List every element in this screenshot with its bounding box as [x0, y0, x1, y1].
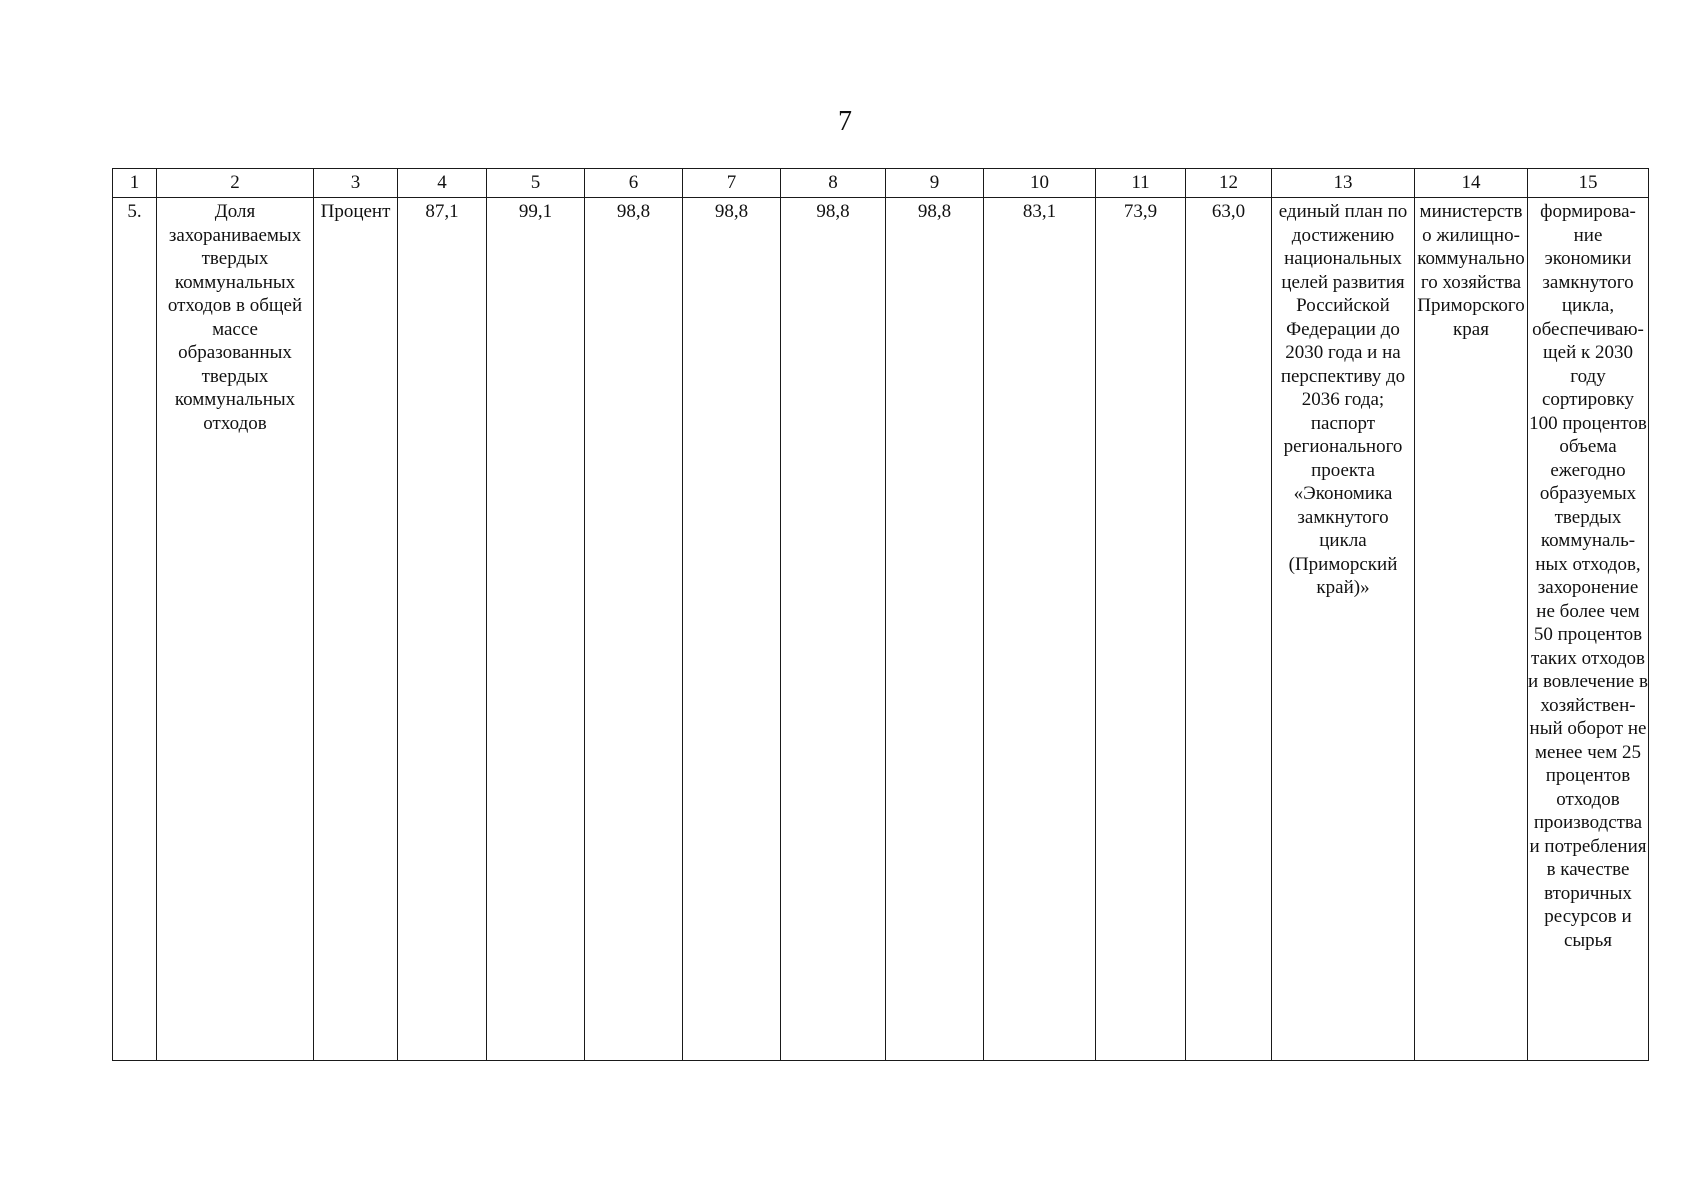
row-number-cell: 5.	[113, 198, 157, 1061]
header-cell: 10	[984, 169, 1096, 198]
value-cell: 98,8	[886, 198, 984, 1061]
table-row	[113, 198, 1649, 1061]
header-cell: 11	[1096, 169, 1186, 198]
value-cell: 98,8	[683, 198, 781, 1061]
result-text: формирова-ние экономики замкнутого цикла, обеспечиваю-щей к 2030 году сортировку 100 процентов объема ежегодно образуемых твердых коммуналь-ных отходов, захоронение не более чем 50 процентов таких отходов и вовлечение в хозяйствен-ный оборот не менее чем 25 процентов отходов производства и потребления в качестве вторичных ресурсов и сырья	[1528, 201, 1648, 951]
indicator-table	[112, 168, 1649, 1061]
value-cell: 73,9	[1096, 198, 1186, 1061]
value-cell: 99,1	[487, 198, 585, 1061]
header-cell: 8	[781, 169, 886, 198]
value-cell: 83,1	[984, 198, 1096, 1061]
header-cell: 3	[314, 169, 398, 198]
header-cell: 9	[886, 169, 984, 198]
indicator-name: Доля захораниваемых твердых коммунальных отходов в общей массе образованных твердых коммунальных отходов	[167, 201, 303, 434]
responsible-cell	[1415, 198, 1528, 1061]
header-cell: 5	[487, 169, 585, 198]
source-document-cell	[1272, 198, 1415, 1061]
unit-cell: Процент	[314, 198, 398, 1061]
result-cell	[1528, 198, 1649, 1061]
value-cell: 98,8	[781, 198, 886, 1061]
header-cell: 2	[157, 169, 314, 198]
header-cell: 1	[113, 169, 157, 198]
header-cell: 15	[1528, 169, 1649, 198]
source-document-text: единый план по достижению национальных целей развития Российской Федерации до 2030 года и на перспективу до 2036 года; паспорт регионального проекта «Экономика замкнутого цикла (Приморский край)»	[1278, 201, 1408, 598]
value-cell: 63,0	[1186, 198, 1272, 1061]
header-cell: 14	[1415, 169, 1528, 198]
header-cell: 13	[1272, 169, 1415, 198]
value-cell: 87,1	[398, 198, 487, 1061]
header-cell: 7	[683, 169, 781, 198]
page-number: 7	[838, 106, 852, 137]
value-cell: 98,8	[585, 198, 683, 1061]
indicator-name-cell	[157, 198, 314, 1061]
header-cell: 12	[1186, 169, 1272, 198]
header-row	[113, 169, 1649, 198]
header-cell: 4	[398, 169, 487, 198]
responsible-text: министерство жилищно-коммунального хозяйства Приморского края	[1417, 201, 1525, 340]
header-cell: 6	[585, 169, 683, 198]
